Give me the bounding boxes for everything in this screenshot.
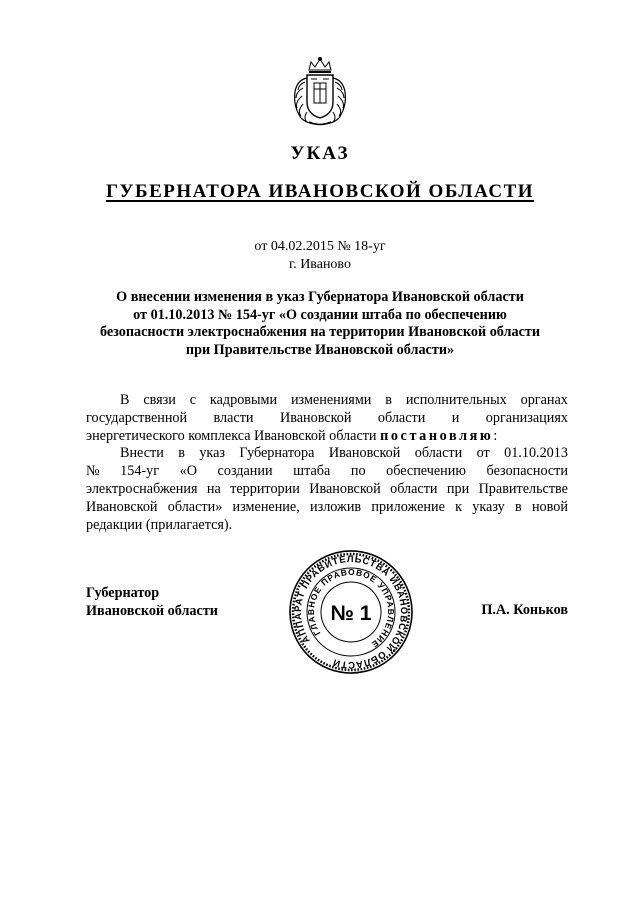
document-title: УКАЗ	[290, 143, 350, 164]
document-date: от 04.02.2015 № 18-уг	[254, 239, 386, 254]
body-line: В связи с кадровыми изменениями в исполнительных органах	[120, 392, 568, 408]
stamp-outer-text: АППАРАТ ПРАВИТЕЛЬСТВА ИВАНОВСКОЙ ОБЛАСТИ	[292, 553, 410, 671]
body-line: редакции (прилагается).	[86, 516, 233, 533]
body-line: Внести в указ Губернатора Ивановской области от 01.10.2013	[120, 445, 568, 462]
document-city: г. Иваново	[289, 257, 351, 272]
body-line: государственной власти Ивановской области и организациях	[86, 409, 568, 426]
heading-line: при Правительстве Ивановской области»	[185, 341, 455, 358]
signatory-name: П.А. Коньков	[481, 602, 568, 618]
document-body	[86, 392, 568, 534]
body-line: № 154-уг «О создании штаба по обеспечению безопасности	[86, 463, 568, 480]
coat-of-arms-emblem	[287, 56, 353, 128]
signatory-title: Губернатор Ивановской области	[86, 585, 218, 619]
heading-line: О внесении изменения в указ Губернатора Ивановской области	[116, 289, 524, 305]
heading-line: безопасности электроснабжения на территории Ивановской области	[99, 324, 541, 340]
stamp-center-number: № 1	[330, 602, 372, 625]
document-heading	[60, 289, 580, 359]
document-subtitle: ГУБЕРНАТОРА ИВАНОВСКОЙ ОБЛАСТИ	[105, 181, 535, 202]
decree-verb: постановляю	[380, 427, 494, 444]
body-line: Ивановской области» изменение, изложив приложение к указу в новой	[86, 498, 568, 515]
heading-line: от 01.10.2013 № 154-уг «О создании штаба по обеспечению	[133, 306, 507, 323]
official-stamp	[288, 549, 414, 675]
body-line: электроснабжения на территории Ивановской области при Правительстве	[86, 480, 568, 497]
body-line: энергетического комплекса Ивановской области постановляю :	[86, 427, 498, 444]
stamp-inner-text: ГЛАВНОЕ ПРАВОВОЕ УПРАВЛЕНИЕ	[305, 566, 397, 651]
